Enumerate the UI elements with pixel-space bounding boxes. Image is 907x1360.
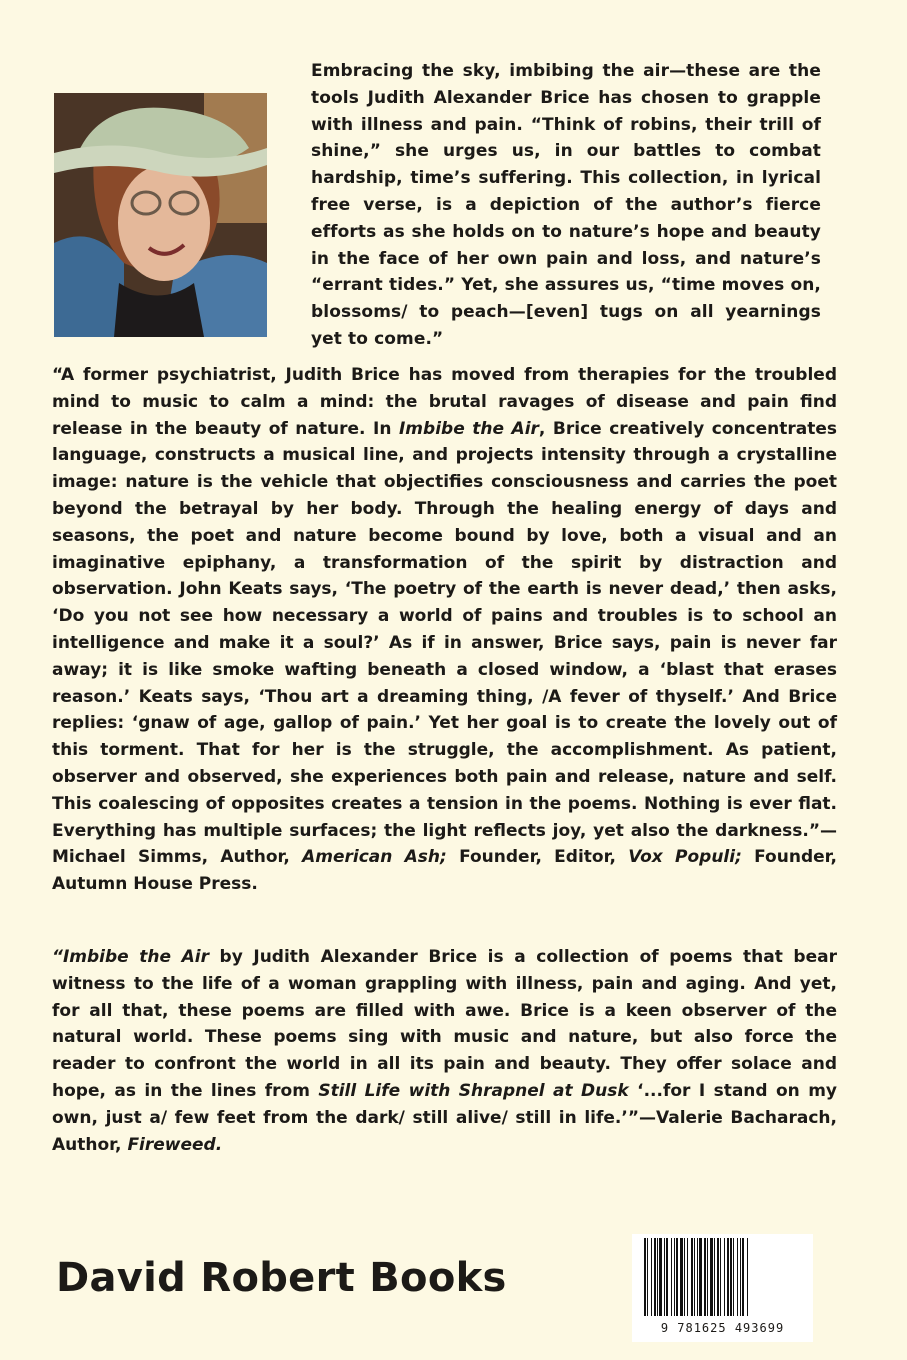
- barcode-number: 9 781625 493699: [660, 1321, 785, 1335]
- publication-title: Vox Populi;: [628, 847, 742, 868]
- description-blurb: Embracing the sky, imbibing the air—these are the tools Judith Alexander Brice has chosen to grapple with illness and pain. “Think of robins, their trill of shine,” she urges us, in our battles to combat hardship, time’s suffering. This collection, in lyrical free verse, is a depiction of the author’s fierce efforts as she holds on to nature’s hope and beauty in the face of her own pain and loss, and nature’s “errant tides.” Yet, she assures us, “time moves on, blossoms/ to peach—[even] tugs on all yearnings yet to come.”: [311, 61, 821, 349]
- poem-title: Still Life with Shrapnel at Dusk: [318, 1080, 629, 1101]
- book-title: “Imbibe the Air: [52, 947, 209, 967]
- publisher-name: David Robert Books: [56, 1255, 507, 1301]
- review-text: ‘...for I stand on my own, just a/ few feet from the dark/ still alive/ still in life.’”—Valerie Bacharach, Author,: [52, 1080, 837, 1155]
- review-text: by Judith Alexander Brice is a collection of poems that bear witness to the life of a woman grappling with illness, pain and aging. And yet, for all that, these poems are filled with awe. Brice is a keen observer of the natural world. These poems sing with music and nature, but also force the reader to confront the world in all its pain and beauty. They offer solace and hope, as in the lines from: [52, 947, 837, 1101]
- author-photo: [54, 93, 267, 337]
- review-text: Founder, Editor,: [446, 847, 629, 868]
- review-text: Founder, Autumn House Press.: [52, 847, 837, 895]
- review-text: , Brice creatively concentrates language, constructs a musical line, and projects intensity through a crystalline image: nature is the vehicle that objectifies consciousness and carries the poet beyond the betrayal by her body. Through the healing energy of days and seasons, the poet and nature become bound by love, both a visual and an imaginative epiphany, a transformation of the spirit by distraction and observation. John Keats says, ‘The poetry of the earth is never dead,’ then asks, ‘Do you not see how necessary a world of pains and troubles is to school an intelligence and make it a soul?’ As if in answer, Brice says, pain is never far away; it is like smoke wafting beneath a closed window, a ‘blast that erases reason.’ Keats says, ‘Thou art a dreaming thing, /A fever of thyself.’ And Brice replies: ‘gnaw of age, gallop of pain.’ Yet her goal is to create the lovely out of this torment. That for her is the struggle, the accomplishment. As patient, observer and observed, she experiences both pain and release, nature and self. This coalescing of opposites creates a tension in the poems. Nothing is ever flat. Everything has multiple surfaces; the light reflects joy, yet also the darkness.”—Michael Simms, Author,: [52, 418, 838, 868]
- barcode-bars: [632, 1234, 813, 1320]
- review-michael-simms: [52, 362, 837, 898]
- isbn-barcode: [632, 1234, 813, 1342]
- book-title: Fireweed.: [127, 1134, 223, 1155]
- book-title: American Ash;: [302, 847, 447, 868]
- book-title: Imbibe the Air: [398, 418, 539, 439]
- review-valerie-bacharach: [52, 944, 837, 1158]
- review-text: “A former psychiatrist, Judith Brice has moved from therapies for the troubled mind to music to calm a mind: the brutal ravages of disease and pain find release in the beauty of nature. In: [52, 365, 837, 439]
